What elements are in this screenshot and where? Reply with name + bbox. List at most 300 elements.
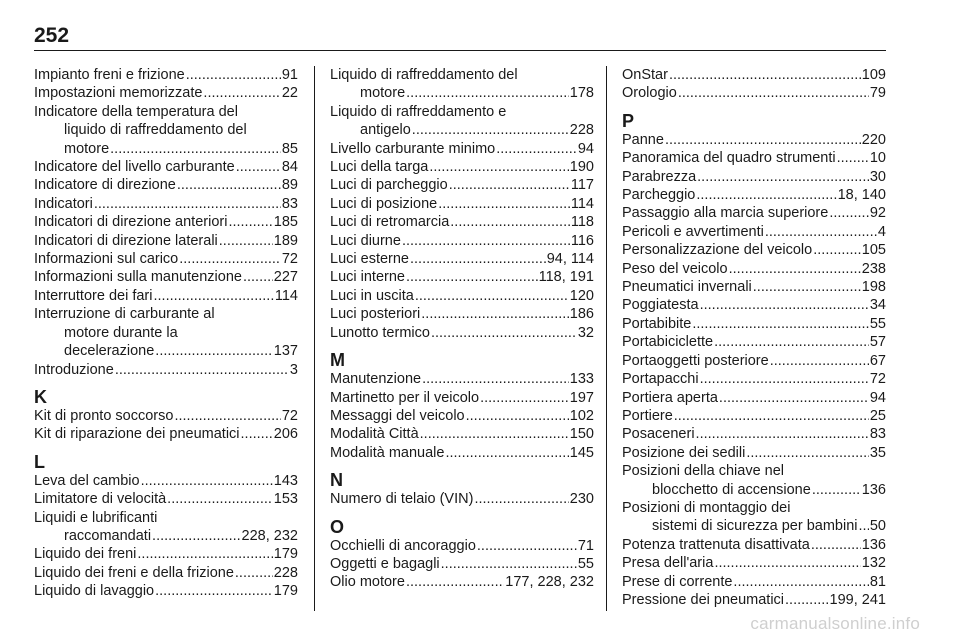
dot-leader bbox=[753, 278, 861, 296]
entry-page: 190 bbox=[569, 159, 594, 176]
entry-term: Personalizzazione del veicolo bbox=[622, 242, 813, 259]
dot-leader bbox=[406, 573, 504, 591]
index-entry[interactable] bbox=[622, 296, 886, 314]
dot-leader bbox=[241, 425, 273, 443]
entry-term: Kit di pronto soccorso bbox=[34, 407, 174, 424]
dot-leader bbox=[692, 315, 869, 333]
entry-page: 35 bbox=[869, 444, 886, 461]
index-entry[interactable] bbox=[34, 66, 298, 84]
index-entry[interactable] bbox=[330, 213, 594, 231]
entry-term: Informazioni sulla manutenzione bbox=[34, 269, 242, 286]
entry-term: Olio motore bbox=[330, 574, 405, 591]
index-entry[interactable] bbox=[622, 168, 886, 186]
entry-page: 197 bbox=[569, 389, 594, 406]
index-entry[interactable] bbox=[34, 490, 298, 508]
entry-page: 79 bbox=[869, 85, 886, 102]
entry-page: 114 bbox=[570, 195, 594, 212]
entry-page: 10 bbox=[869, 150, 886, 167]
entry-last-line bbox=[34, 140, 298, 158]
index-entry[interactable] bbox=[34, 305, 298, 360]
entry-page: 177, 228, 232 bbox=[505, 574, 594, 591]
entry-term: Luci esterne bbox=[330, 251, 409, 268]
dot-leader bbox=[236, 158, 281, 176]
index-entry[interactable] bbox=[622, 407, 886, 425]
entry-last-line bbox=[34, 342, 298, 360]
dot-leader bbox=[402, 232, 570, 250]
entry-page: 137 bbox=[273, 343, 298, 360]
entry-term: Messaggi del veicolo bbox=[330, 407, 465, 424]
column-divider bbox=[606, 66, 607, 611]
entry-page: 50 bbox=[869, 518, 886, 535]
entry-page: 83 bbox=[869, 426, 886, 443]
dot-leader bbox=[466, 407, 569, 425]
index-entry[interactable] bbox=[34, 195, 298, 213]
index-entry[interactable] bbox=[330, 195, 594, 213]
index-entry[interactable] bbox=[34, 407, 298, 425]
entry-page: 81 bbox=[869, 573, 886, 590]
entry-term: sistemi di sicurezza per bambini bbox=[652, 518, 858, 535]
index-entry[interactable] bbox=[330, 66, 594, 103]
dot-leader bbox=[415, 287, 569, 305]
entry-page: 94, 114 bbox=[546, 251, 594, 268]
index-entry[interactable] bbox=[330, 268, 594, 286]
entry-page: 120 bbox=[569, 287, 594, 304]
entry-page: 102 bbox=[569, 407, 594, 424]
dot-leader bbox=[429, 158, 568, 176]
dot-leader bbox=[678, 84, 869, 102]
entry-term: Luci in uscita bbox=[330, 287, 414, 304]
entry-last-line bbox=[622, 481, 886, 499]
dot-leader bbox=[406, 84, 569, 102]
entry-term: Livello carburante minimo bbox=[330, 140, 496, 157]
entry-term: Passaggio alla marcia superiore bbox=[622, 205, 829, 222]
index-letter-heading: P bbox=[622, 110, 635, 131]
index-entry[interactable] bbox=[34, 268, 298, 286]
entry-page: 199, 241 bbox=[829, 591, 886, 608]
entry-term-line: Posizioni di montaggio dei bbox=[622, 499, 791, 516]
entry-page: 32 bbox=[577, 324, 594, 341]
entry-term: Luci interne bbox=[330, 269, 405, 286]
entry-term: Oggetti e bagagli bbox=[330, 555, 440, 572]
dot-leader bbox=[412, 121, 569, 139]
header-rule bbox=[34, 50, 886, 51]
index-column-1 bbox=[34, 66, 298, 601]
dot-leader bbox=[431, 324, 577, 342]
entry-term: Posizione dei sedili bbox=[622, 444, 746, 461]
index-entry[interactable] bbox=[330, 573, 594, 591]
entry-page: 22 bbox=[281, 85, 298, 102]
entry-term: Lunotto termico bbox=[330, 324, 430, 341]
index-entry[interactable] bbox=[34, 509, 298, 546]
index-entry[interactable] bbox=[622, 333, 886, 351]
entry-page: 186 bbox=[569, 306, 594, 323]
dot-leader bbox=[441, 555, 577, 573]
entry-term: Impianto freni e frizione bbox=[34, 67, 185, 83]
dot-leader bbox=[700, 370, 869, 388]
entry-term: Panoramica del quadro strumenti bbox=[622, 150, 836, 167]
entry-term: Pressione dei pneumatici bbox=[622, 591, 785, 608]
entry-term: Poggiatesta bbox=[622, 297, 699, 314]
entry-term-line: Liquidi e lubrificanti bbox=[34, 509, 158, 526]
entry-term: Impostazioni memorizzate bbox=[34, 85, 203, 102]
entry-term: Indicatori di direzione laterali bbox=[34, 232, 218, 249]
index-entry[interactable] bbox=[330, 389, 594, 407]
entry-term: Pneumatici invernali bbox=[622, 279, 752, 296]
entry-page: 30 bbox=[869, 168, 886, 185]
entry-term-line: Liquido di raffreddamento e bbox=[330, 103, 507, 120]
entry-page: 198 bbox=[861, 279, 886, 296]
index-entry[interactable] bbox=[330, 490, 594, 508]
dot-leader bbox=[811, 536, 861, 554]
index-entry[interactable] bbox=[34, 361, 298, 379]
dot-leader bbox=[714, 333, 869, 351]
dot-leader bbox=[719, 389, 869, 407]
entry-term: Modalità Città bbox=[330, 426, 419, 443]
index-entry[interactable] bbox=[622, 573, 886, 591]
entry-term: motore bbox=[64, 140, 110, 157]
entry-term: Liquido di lavaggio bbox=[34, 583, 155, 600]
entry-term-line: liquido di raffreddamento del bbox=[64, 122, 247, 139]
index-entry[interactable] bbox=[330, 158, 594, 176]
index-letter-heading: L bbox=[34, 451, 45, 472]
entry-term: Luci posteriori bbox=[330, 306, 421, 323]
dot-leader bbox=[186, 66, 281, 84]
index-entry[interactable] bbox=[34, 250, 298, 268]
dot-leader bbox=[474, 490, 568, 508]
dot-leader bbox=[813, 241, 861, 259]
dot-leader bbox=[243, 268, 273, 286]
entry-term: Luci diurne bbox=[330, 232, 401, 249]
index-entry[interactable] bbox=[34, 545, 298, 563]
dot-leader bbox=[812, 481, 861, 499]
index-entry[interactable] bbox=[622, 425, 886, 443]
index-entry[interactable] bbox=[622, 499, 886, 536]
entry-term: Indicatore di direzione bbox=[34, 177, 176, 194]
entry-page: 72 bbox=[869, 371, 886, 388]
entry-page: 178 bbox=[569, 85, 594, 102]
entry-page: 118, 191 bbox=[538, 269, 594, 286]
entry-page: 55 bbox=[577, 555, 594, 572]
dot-leader bbox=[94, 195, 281, 213]
index-entry[interactable] bbox=[622, 278, 886, 296]
dot-leader bbox=[837, 149, 869, 167]
entry-page: 3 bbox=[289, 361, 298, 378]
entry-page: 117 bbox=[570, 177, 594, 194]
entry-term: Indicatori bbox=[34, 195, 93, 212]
index-entry[interactable] bbox=[330, 370, 594, 388]
dot-leader bbox=[765, 223, 877, 241]
entry-term: Portiera aperta bbox=[622, 389, 718, 406]
entry-page: 230 bbox=[569, 491, 594, 508]
dot-leader bbox=[697, 168, 869, 186]
column-divider bbox=[314, 66, 315, 611]
dot-leader bbox=[110, 140, 281, 158]
entry-term: Portabibite bbox=[622, 315, 692, 332]
index-entry[interactable] bbox=[330, 407, 594, 425]
index-entry[interactable] bbox=[34, 84, 298, 102]
dot-leader bbox=[696, 425, 869, 443]
index-entry[interactable] bbox=[622, 591, 886, 609]
entry-term: OnStar bbox=[622, 67, 668, 83]
index-entry[interactable] bbox=[622, 389, 886, 407]
dot-leader bbox=[496, 140, 577, 158]
dot-leader bbox=[141, 472, 273, 490]
dot-leader bbox=[733, 573, 868, 591]
dot-leader bbox=[438, 195, 570, 213]
entry-term: Luci di posizione bbox=[330, 195, 438, 212]
index-letter-heading: K bbox=[34, 386, 47, 407]
index-entry[interactable] bbox=[34, 232, 298, 250]
index-letter-heading: M bbox=[330, 350, 345, 371]
entry-page: 71 bbox=[577, 537, 594, 554]
entry-page: 133 bbox=[569, 371, 594, 388]
dot-leader bbox=[228, 213, 272, 231]
entry-term: Panne bbox=[622, 131, 664, 148]
index-entry[interactable] bbox=[622, 204, 886, 222]
dot-leader bbox=[422, 370, 569, 388]
entry-page: 228, 232 bbox=[241, 527, 298, 544]
index-entry[interactable] bbox=[622, 260, 886, 278]
dot-leader bbox=[450, 213, 570, 231]
entry-term: Leva del cambio bbox=[34, 472, 140, 489]
page-number: 252 bbox=[34, 24, 70, 47]
dot-leader bbox=[674, 407, 869, 425]
entry-page: 179 bbox=[273, 583, 298, 600]
entry-term: Prese di corrente bbox=[622, 573, 733, 590]
index-entry[interactable] bbox=[330, 425, 594, 443]
index-entry[interactable] bbox=[330, 232, 594, 250]
entry-term: decelerazione bbox=[64, 343, 155, 360]
index-entry[interactable] bbox=[622, 315, 886, 333]
entry-page: 116 bbox=[570, 232, 594, 249]
entry-term: Martinetto per il veicolo bbox=[330, 389, 480, 406]
entry-page: 92 bbox=[869, 205, 886, 222]
dot-leader bbox=[859, 517, 869, 535]
index-entry[interactable] bbox=[330, 555, 594, 573]
entry-page: 34 bbox=[869, 297, 886, 314]
entry-page: 4 bbox=[877, 223, 886, 240]
entry-term: Peso del veicolo bbox=[622, 260, 728, 277]
entry-page: 67 bbox=[869, 352, 886, 369]
index-entry[interactable] bbox=[622, 149, 886, 167]
entry-term: Liquido dei freni bbox=[34, 546, 137, 563]
index-entry[interactable] bbox=[34, 564, 298, 582]
entry-page: 114 bbox=[274, 287, 298, 304]
entry-term: Portabiciclette bbox=[622, 334, 714, 351]
index-column-3 bbox=[622, 66, 886, 609]
entry-page: 228 bbox=[569, 122, 594, 139]
entry-term: Informazioni sul carico bbox=[34, 251, 179, 268]
entry-term: Introduzione bbox=[34, 361, 114, 378]
dot-leader bbox=[179, 250, 281, 268]
dot-leader bbox=[177, 176, 281, 194]
dot-leader bbox=[477, 537, 577, 555]
index-entry[interactable] bbox=[622, 66, 886, 84]
entry-page: 105 bbox=[861, 242, 886, 259]
entry-page: 189 bbox=[273, 232, 298, 249]
index-entry[interactable] bbox=[34, 213, 298, 231]
entry-page: 220 bbox=[861, 131, 886, 148]
entry-page: 145 bbox=[569, 444, 594, 461]
entry-page: 109 bbox=[861, 67, 886, 83]
watermark: carmanualsonline.info bbox=[750, 614, 920, 633]
index-entry[interactable] bbox=[622, 370, 886, 388]
entry-term: Portiere bbox=[622, 407, 673, 424]
index-entry[interactable] bbox=[330, 287, 594, 305]
index-column-2 bbox=[330, 66, 594, 592]
dot-leader bbox=[203, 84, 280, 102]
entry-last-line bbox=[330, 84, 594, 102]
index-entry[interactable] bbox=[34, 158, 298, 176]
dot-leader bbox=[421, 305, 569, 323]
index-entry[interactable] bbox=[330, 324, 594, 342]
index-entry[interactable] bbox=[330, 444, 594, 462]
entry-term: Luci di retromarcia bbox=[330, 214, 450, 231]
dot-leader bbox=[445, 444, 568, 462]
entry-page: 94 bbox=[577, 140, 594, 157]
entry-term: Limitatore di velocità bbox=[34, 491, 167, 508]
entry-term: Liquido dei freni e della frizione bbox=[34, 564, 234, 581]
index-entry[interactable] bbox=[330, 140, 594, 158]
entry-last-line bbox=[622, 517, 886, 535]
entry-page: 25 bbox=[869, 407, 886, 424]
index-entry[interactable] bbox=[622, 223, 886, 241]
dot-leader bbox=[829, 204, 869, 222]
index-entry[interactable] bbox=[622, 131, 886, 149]
entry-page: 55 bbox=[869, 315, 886, 332]
entry-term: Indicatori di direzione anteriori bbox=[34, 214, 228, 231]
entry-page: 72 bbox=[281, 407, 298, 424]
dot-leader bbox=[785, 591, 829, 609]
entry-term: motore bbox=[360, 85, 406, 102]
entry-last-line bbox=[330, 121, 594, 139]
entry-page: 89 bbox=[281, 177, 298, 194]
dot-leader bbox=[410, 250, 546, 268]
dot-leader bbox=[137, 545, 272, 563]
index-entry[interactable] bbox=[330, 305, 594, 323]
dot-leader bbox=[480, 389, 569, 407]
entry-term: Presa dell'aria bbox=[622, 555, 714, 572]
entry-term: Numero di telaio (VIN) bbox=[330, 491, 474, 508]
index-entry[interactable] bbox=[622, 352, 886, 370]
entry-term: Luci di parcheggio bbox=[330, 177, 448, 194]
entry-term: raccomandati bbox=[64, 527, 152, 544]
entry-term: Parcheggio bbox=[622, 187, 696, 204]
dot-leader bbox=[152, 527, 241, 545]
dot-leader bbox=[665, 131, 861, 149]
index-entry[interactable] bbox=[622, 536, 886, 554]
index-entry[interactable] bbox=[622, 84, 886, 102]
index-letter-heading: N bbox=[330, 470, 343, 491]
dot-leader bbox=[669, 66, 861, 84]
index-entry[interactable] bbox=[622, 462, 886, 499]
index-entry[interactable] bbox=[34, 472, 298, 490]
entry-page: 85 bbox=[281, 140, 298, 157]
entry-page: 57 bbox=[869, 334, 886, 351]
dot-leader bbox=[235, 564, 273, 582]
dot-leader bbox=[420, 425, 569, 443]
entry-term: Modalità manuale bbox=[330, 444, 445, 461]
dot-leader bbox=[449, 176, 570, 194]
entry-term: Kit di riparazione dei pneumatici bbox=[34, 426, 240, 443]
index-entry[interactable] bbox=[34, 425, 298, 443]
dot-leader bbox=[406, 268, 538, 286]
entry-term-line: Interruzione di carburante al bbox=[34, 306, 215, 323]
entry-page: 118 bbox=[570, 214, 594, 231]
entry-term: Occhielli di ancoraggio bbox=[330, 537, 476, 554]
entry-term: antigelo bbox=[360, 122, 411, 139]
dot-leader bbox=[167, 490, 273, 508]
entry-term-line: Posizioni della chiave nel bbox=[622, 463, 785, 480]
index-entry[interactable] bbox=[622, 186, 886, 204]
entry-term: Indicatore del livello carburante bbox=[34, 159, 235, 176]
dot-leader bbox=[746, 444, 869, 462]
entry-page: 185 bbox=[273, 214, 298, 231]
index-entry[interactable] bbox=[34, 287, 298, 305]
entry-page: 136 bbox=[861, 481, 886, 498]
index-entry[interactable] bbox=[330, 176, 594, 194]
entry-term: Orologio bbox=[622, 85, 677, 102]
entry-term-line: motore durante la bbox=[64, 324, 178, 341]
entry-term: Portapacchi bbox=[622, 371, 699, 388]
dot-leader bbox=[174, 407, 280, 425]
entry-page: 227 bbox=[273, 269, 298, 286]
entry-term: blocchetto di accensione bbox=[652, 481, 811, 498]
entry-term-line: Indicatore della temperatura del bbox=[34, 103, 238, 120]
entry-page: 132 bbox=[861, 555, 886, 572]
entry-last-line bbox=[34, 527, 298, 545]
index-entry[interactable] bbox=[622, 554, 886, 572]
entry-page: 18, 140 bbox=[837, 187, 886, 204]
entry-term: Interruttore dei fari bbox=[34, 287, 153, 304]
entry-term: Portaoggetti posteriore bbox=[622, 352, 769, 369]
entry-term-line: Liquido di raffreddamento del bbox=[330, 67, 518, 83]
index-entry[interactable] bbox=[622, 241, 886, 259]
entry-term: Potenza trattenuta disattivata bbox=[622, 536, 810, 553]
entry-page: 83 bbox=[281, 195, 298, 212]
index-entry[interactable] bbox=[330, 537, 594, 555]
dot-leader bbox=[155, 342, 273, 360]
dot-leader bbox=[700, 296, 869, 314]
entry-page: 136 bbox=[861, 536, 886, 553]
index-entry[interactable] bbox=[34, 103, 298, 158]
dot-leader bbox=[770, 352, 869, 370]
entry-page: 228 bbox=[273, 564, 298, 581]
entry-page: 94 bbox=[869, 389, 886, 406]
entry-page: 179 bbox=[273, 546, 298, 563]
entry-term: Parabrezza bbox=[622, 168, 697, 185]
entry-term: Pericoli e avvertimenti bbox=[622, 223, 764, 240]
entry-page: 238 bbox=[861, 260, 886, 277]
entry-page: 84 bbox=[281, 159, 298, 176]
entry-term: Luci della targa bbox=[330, 159, 429, 176]
index-entry[interactable] bbox=[330, 250, 594, 268]
index-entry[interactable] bbox=[34, 176, 298, 194]
entry-page: 72 bbox=[281, 251, 298, 268]
entry-page: 143 bbox=[273, 472, 298, 489]
dot-leader bbox=[153, 287, 273, 305]
index-entry[interactable] bbox=[330, 103, 594, 140]
entry-term: Manutenzione bbox=[330, 371, 422, 388]
entry-page: 91 bbox=[281, 67, 298, 83]
entry-page: 206 bbox=[273, 426, 298, 443]
index-entry[interactable] bbox=[34, 582, 298, 600]
dot-leader bbox=[219, 232, 273, 250]
index-entry[interactable] bbox=[622, 444, 886, 462]
dot-leader bbox=[729, 260, 861, 278]
entry-term: Posaceneri bbox=[622, 426, 695, 443]
dot-leader bbox=[696, 186, 836, 204]
